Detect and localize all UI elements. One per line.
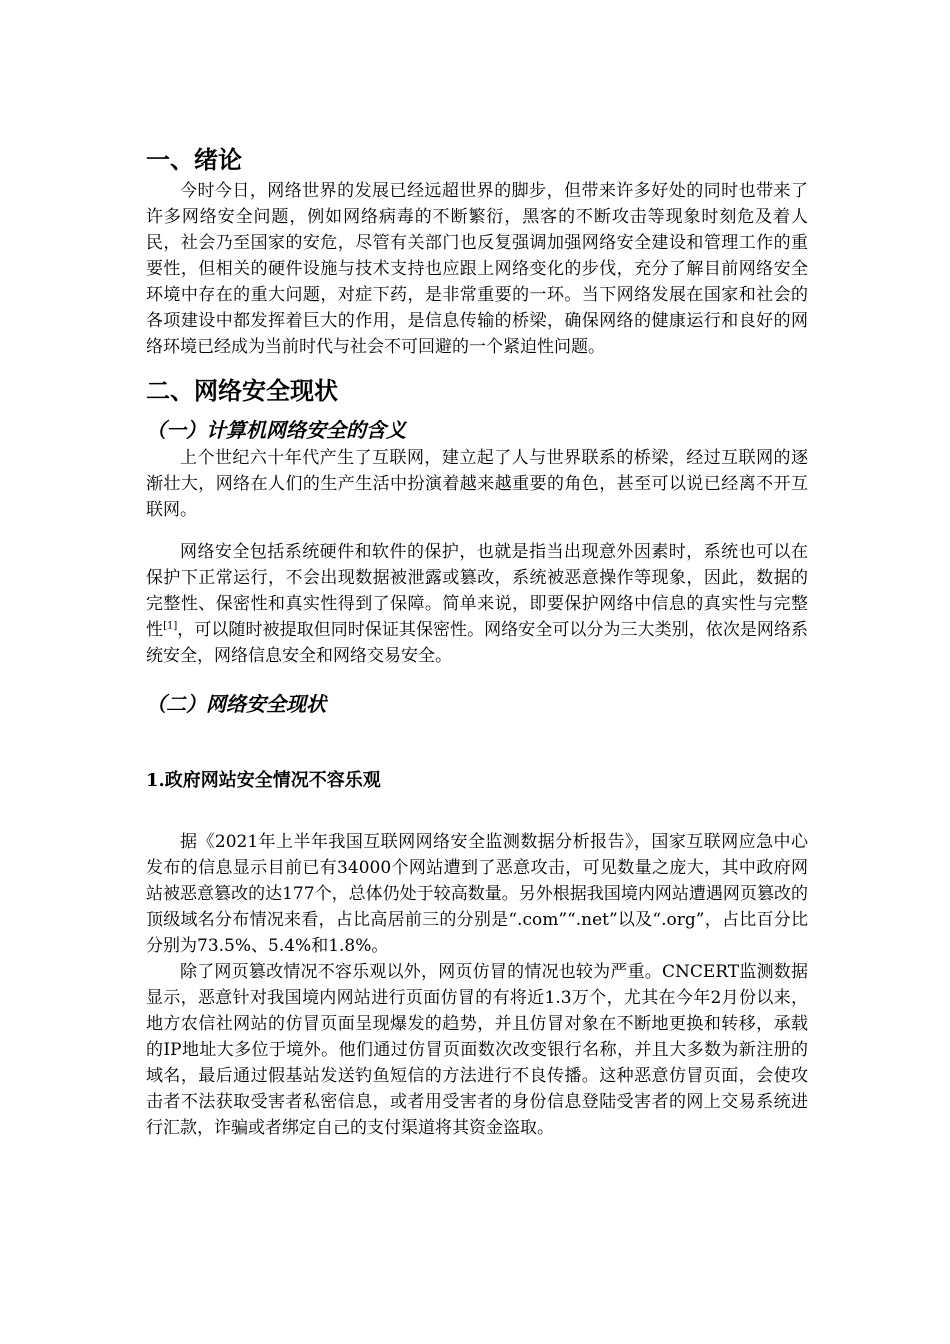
paragraph-meaning-2-text-b: ，可以随时被提取但同时保证其保密性。网络安全可以分为三大类别，依次是网络系统安全，网络信息安全和网络交易安全。 [146, 620, 809, 666]
reference-marker: [1] [163, 620, 178, 632]
paragraph-government-1: 据《2021年上半年我国互联网网络安全监测数据分析报告》，国家互联网应急中心发布的信息显示目前已有34000个网站遭到了恶意攻击，可见数量之庞大，其中政府网站被恶意篡改的达177个，总体仍处于较高数量。另外根据我国境内网站遭遇网页篡改的顶级域名分布情况来看，占比高居前三的分别是“.com”“.net”以及“.org”，占比百分比分别为73.5%、5.4%和1.8%。 [146, 832, 808, 956]
paragraph-introduction: 今时今日，网络世界的发展已经远超世界的脚步，但带来许多好处的同时也带来了许多网络安全问题，例如网络病毒的不断繁衍，黑客的不断攻击等现象时刻危及着人民，社会乃至国家的安危，尽管有关部门也反复强调加强网络安全建设和管理工作的重要性，但相关的硬件设施与技术支持也应跟上网络变化的步伐，充分了解目前网络安全环境中存在的重大问题，对症下药，是非常重要的一环。当下网络发展在国家和社会的各项建设中都发挥着巨大的作用，是信息传输的桥梁，确保网络的健康运行和良好的网络环境已经成为当前时代与社会不可回避的一个紧迫性问题。 [146, 181, 808, 357]
paragraph-meaning-2-text-a: 网络安全包括系统硬件和软件的保护，也就是指当出现意外因素时，系统也可以在保护下正常运行，不会出现数据被泄露或篡改，系统被恶意操作等现象，因此，数据的完整性、保密性和真实性得到了保障。简单来说，即要保护网络中信息的真实性与完整性 [146, 542, 808, 640]
heading-network-security-status: 二、网络安全现状 [146, 377, 338, 405]
subheading-security-meaning: （一）计算机网络安全的含义 [146, 418, 406, 442]
paragraph-government-2: 除了网页篡改情况不容乐观以外，网页仿冒的情况也较为严重。CNCERT监测数据显示，恶意针对我国境内网站进行页面仿冒的有将近1.3万个，尤其在今年2月份以来，地方农信社网站的仿冒页面呈现爆发的趋势，并且仿冒对象在不断地更换和转移，承载的IP地址大多位于境外。他们通过仿冒页面数次改变银行名称，并且大多数为新注册的域名，最后通过假基站发送钓鱼短信的方法进行不良传播。这种恶意仿冒页面，会使攻击者不法获取受害者私密信息，或者用受害者的身份信息登陆受害者的网上交易系统进行汇款，诈骗或者绑定自己的支付渠道将其资金盗取。 [146, 962, 808, 1138]
paragraph-meaning-1: 上个世纪六十年代产生了互联网，建立起了人与世界联系的桥梁，经过互联网的逐渐壮大，网络在人们的生产生活中扮演着越来越重要的角色，甚至可以说已经离不开互联网。 [146, 448, 808, 520]
heading-introduction: 一、绪论 [146, 146, 242, 174]
paragraph-meaning-2 [146, 539, 808, 669]
subheading-current-status: （二）网络安全现状 [146, 692, 326, 716]
heading-government-websites: 1.政府网站安全情况不容乐观 [146, 770, 381, 791]
document-body [146, 140, 808, 1141]
